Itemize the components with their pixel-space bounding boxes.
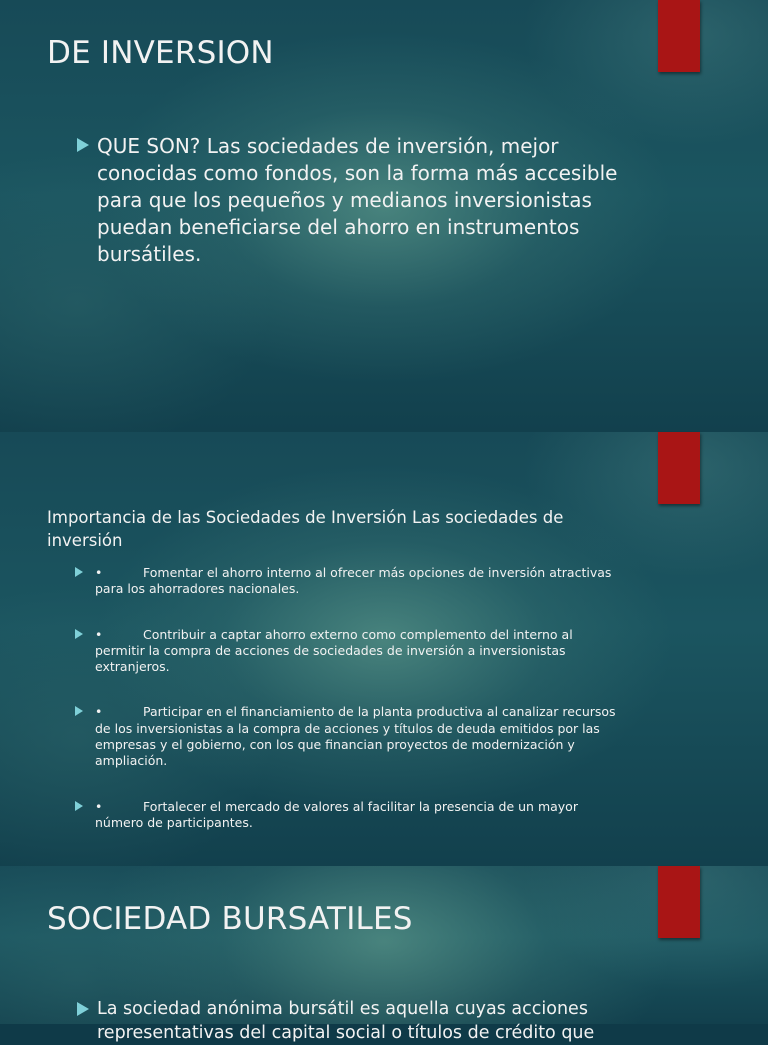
triangle-bullet-icon <box>75 629 83 639</box>
list-item <box>75 565 620 598</box>
bullet-dot: • <box>95 565 103 580</box>
bullet-definition <box>77 997 637 1045</box>
list-item <box>75 799 620 832</box>
bullet-text: La sociedad anónima bursátil es aquella cuyas acciones representativas del capital social o títulos de crédito que <box>97 999 595 1043</box>
red-accent-tab <box>658 0 700 72</box>
triangle-bullet-icon <box>75 567 83 577</box>
red-accent-tab <box>658 866 700 938</box>
slide-title: DE INVERSION <box>47 35 274 71</box>
list-item <box>75 704 620 769</box>
triangle-bullet-icon <box>75 706 83 716</box>
list-item-text: Contribuir a captar ahorro externo como complemento del interno al permitir la compra de acciones de sociedades de inversión a inversionistas extranjeros. <box>95 626 573 675</box>
list-item-text: Participar en el financiamiento de la planta productiva al canalizar recursos de los inversionistas a la compra de acciones y títulos de deuda emitidos por las empresas y el gobierno, con los que financian proyectos de modernización y ampliación. <box>95 704 616 769</box>
importance-list <box>75 565 620 831</box>
list-item-text: Fomentar el ahorro interno al ofrecer más opciones de inversión atractivas para los ahorradores nacionales. <box>95 565 612 597</box>
triangle-bullet-icon <box>75 801 83 811</box>
red-accent-tab <box>658 432 700 504</box>
bullet-dot: • <box>95 798 103 814</box>
bullet-dot: • <box>95 704 103 720</box>
triangle-bullet-icon <box>77 138 89 152</box>
bullet-que-son <box>77 133 637 268</box>
slide-title: SOCIEDAD BURSATILES <box>47 901 413 937</box>
slide-sociedad-bursatiles <box>0 866 768 1043</box>
triangle-bullet-icon <box>77 1002 89 1016</box>
bullet-dot: • <box>95 626 103 642</box>
list-item <box>75 627 620 676</box>
slide-heading: Importancia de las Sociedades de Inversión Las sociedades de inversión <box>47 508 564 550</box>
bullet-text: QUE SON? Las sociedades de inversión, mejor conocidas como fondos, son la forma más accesible para que los pequeños y medianos inversionistas puedan beneficiarse del ahorro en instrumentos bursátiles. <box>97 134 618 266</box>
list-item-text: Fortalecer el mercado de valores al facilitar la presencia de un mayor número de participantes. <box>95 798 578 830</box>
slide-importancia <box>0 432 768 866</box>
slide-de-inversion <box>0 0 768 432</box>
